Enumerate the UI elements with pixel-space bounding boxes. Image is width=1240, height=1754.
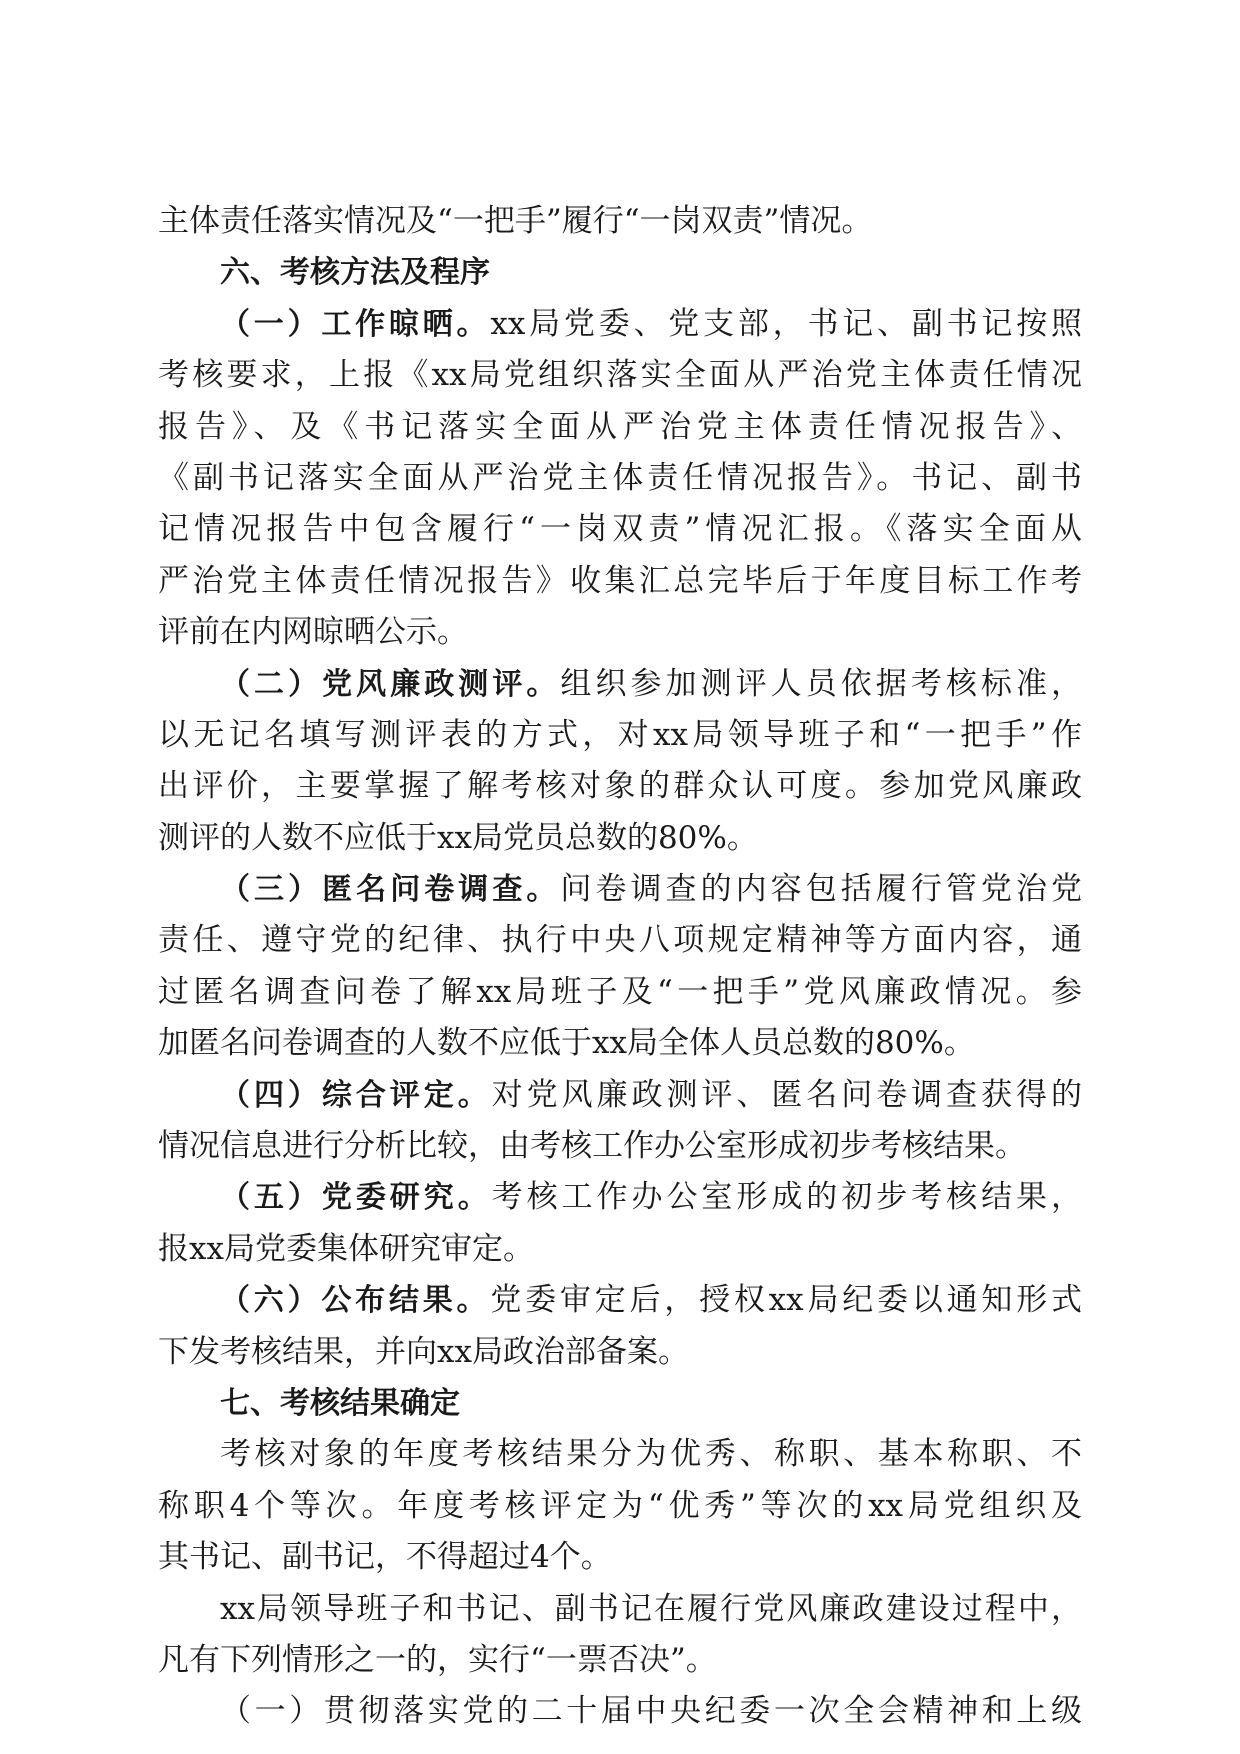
paragraph-line — [158, 864, 1082, 915]
paragraph-lead: （四）综合评定。 — [220, 1077, 492, 1113]
paragraph-line: 报xx局党委集体研究审定。 — [158, 1230, 534, 1267]
paragraph-line — [158, 659, 1082, 710]
paragraph-line: 凡有下列情形之一的，实行“一票否决”。 — [158, 1641, 717, 1678]
paragraph-line: 考核对象的年度考核结果分为优秀、称职、基本称职、不 — [220, 1436, 1082, 1473]
paragraph-line: 称职4个等次。年度考核评定为“优秀”等次的xx局党组织及 — [158, 1487, 1082, 1524]
paragraph-line: 情况信息进行分析比较，由考核工作办公室形成初步考核结果。 — [158, 1128, 1026, 1165]
paragraph-line — [158, 1275, 1082, 1326]
paragraph-lead: （二）党风廉政测评。 — [220, 666, 561, 702]
section-heading-six: 六、考核方法及程序 — [220, 255, 490, 291]
paragraph-lead: （六）公布结果。 — [220, 1283, 491, 1319]
paragraph-text: 问卷调查的内容包括履行管党治党 — [560, 871, 1083, 908]
paragraph-lead: （一）工作晾晒。 — [220, 306, 491, 342]
paragraph-line: 责任、遵守党的纪律、执行中央八项规定精神等方面内容，通 — [158, 922, 1082, 959]
paragraph-text: 组织参加测评人员依据考核标准， — [560, 665, 1083, 702]
paragraph-line: （一）贯彻落实党的二十届中央纪委一次全会精神和上级 — [220, 1693, 1082, 1730]
paragraph-line: 报告》、及《书记落实全面从严治党主体责任情况报告》、 — [158, 408, 1082, 445]
paragraph-line: 记情况报告中包含履行“一岗双责”情况汇报。《落实全面从 — [158, 511, 1082, 548]
paragraph-text: 对党风廉政测评、匿名问卷调查获得的 — [491, 1076, 1083, 1113]
paragraph-text: xx局党委、党支部，书记、副书记按照 — [490, 305, 1082, 342]
paragraph-lead: （三）匿名问卷调查。 — [220, 872, 561, 908]
paragraph-line — [158, 1070, 1082, 1121]
paragraph-lead: （五）党委研究。 — [220, 1180, 492, 1216]
paragraph-line: 测评的人数不应低于xx局党员总数的80%。 — [158, 819, 758, 856]
paragraph-line: 《副书记落实全面从严治党主体责任情况报告》。书记、副书 — [158, 459, 1082, 496]
paragraph-line: 其书记、副书记，不得超过4个。 — [158, 1539, 612, 1576]
document-page — [158, 196, 1082, 1738]
paragraph-line: 出评价，主要掌握了解考核对象的群众认可度。参加党风廉政 — [158, 768, 1082, 805]
paragraph-line: xx局领导班子和书记、副书记在履行党风廉政建设过程中， — [220, 1590, 1082, 1627]
paragraph-line — [158, 1172, 1082, 1223]
text-line: 主体责任落实情况及“一把手”履行“一岗双责”情况。 — [158, 203, 873, 239]
paragraph-line: 严治党主体责任情况报告》收集汇总完毕后于年度目标工作考 — [158, 562, 1082, 599]
paragraph-line: 下发考核结果，并向xx局政治部备案。 — [158, 1333, 689, 1370]
paragraph-text: 党委审定后，授权xx局纪委以通知形式 — [490, 1282, 1082, 1319]
paragraph-text: 考核工作办公室形成的初步考核结果， — [491, 1179, 1083, 1216]
paragraph-line: 考核要求，上报《xx局党组织落实全面从严治党主体责任情况 — [158, 357, 1082, 394]
section-heading-seven: 七、考核结果确定 — [220, 1385, 460, 1421]
paragraph-line: 以无记名填写测评表的方式，对xx局领导班子和“一把手”作 — [158, 716, 1082, 753]
paragraph-line: 过匿名调查问卷了解xx局班子及“一把手”党风廉政情况。参 — [158, 973, 1082, 1010]
paragraph-line: 评前在内网晾晒公示。 — [158, 614, 468, 651]
paragraph-line: 加匿名问卷调查的人数不应低于xx局全体人员总数的80%。 — [158, 1025, 975, 1062]
paragraph-line — [158, 299, 1082, 350]
